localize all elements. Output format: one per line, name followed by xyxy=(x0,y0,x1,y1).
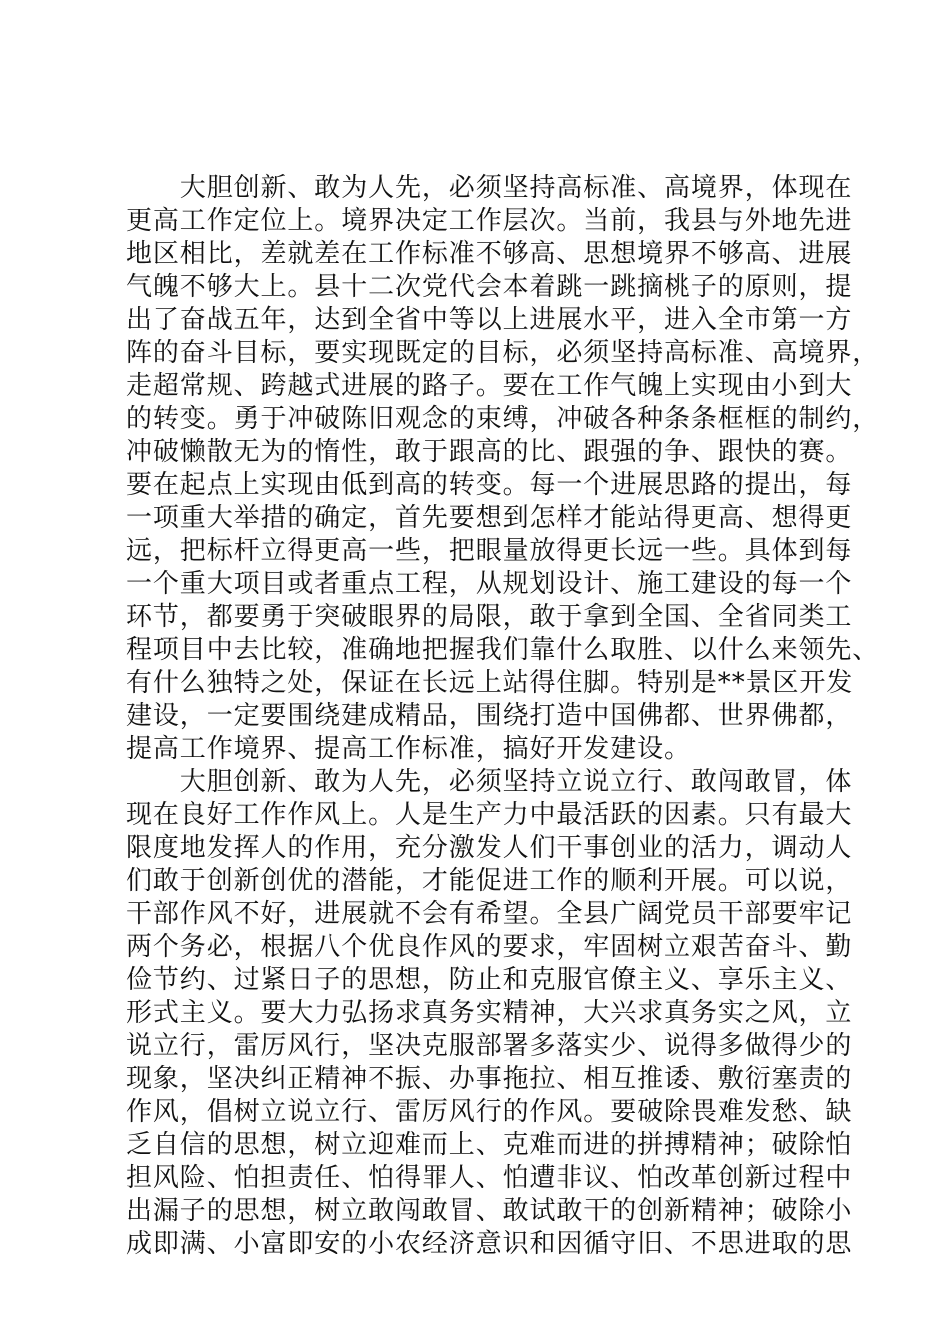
text-line: 现在良好工作作风上。人是生产力中最活跃的因素。只有最大 xyxy=(126,800,853,830)
text-line: 程项目中去比较，准确地把握我们靠什么取胜、以什么来领先、 xyxy=(126,635,880,665)
paragraph xyxy=(126,766,853,1261)
text-line: 要在起点上实现由低到高的转变。每一个进展思路的提出，每 xyxy=(126,470,853,500)
text-line: 远，把标杆立得更高一些，把眼量放得更长远一些。具体到每 xyxy=(126,536,853,566)
paragraph xyxy=(126,172,880,766)
text-line: 乏自信的思想，树立迎难而上、克难而进的拼搏精神；破除怕 xyxy=(126,1130,853,1160)
text-line: 们敢于创新创优的潜能，才能促进工作的顺利开展。可以说， xyxy=(126,866,853,896)
text-line: 提高工作境界、提高工作标准，搞好开发建设。 xyxy=(126,734,691,764)
text-line: 气魄不够大上。县十二次党代会本着跳一跳摘桃子的原则，提 xyxy=(126,272,853,302)
text-line: 成即满、小富即安的小农经济意识和因循守旧、不思进取的思 xyxy=(126,1229,853,1259)
text-line: 作风，倡树立说立行、雷厉风行的作风。要破除畏难发愁、缺 xyxy=(126,1097,853,1127)
text-line: 更高工作定位上。境界决定工作层次。当前，我县与外地先进 xyxy=(126,206,853,236)
text-line: 环节，都要勇于突破眼界的局限，敢于拿到全国、全省同类工 xyxy=(126,602,853,632)
text-line: 现象，坚决纠正精神不振、办事拖拉、相互推诿、敷衍塞责的 xyxy=(126,1064,853,1094)
text-line: 冲破懒散无为的惰性，敢于跟高的比、跟强的争、跟快的赛。 xyxy=(126,437,853,467)
text-line: 两个务必，根据八个优良作风的要求，牢固树立艰苦奋斗、勤 xyxy=(126,932,853,962)
text-line: 大胆创新、敢为人先，必须坚持立说立行、敢闯敢冒，体 xyxy=(126,767,853,797)
text-line: 走超常规、跨越式进展的路子。要在工作气魄上实现由小到大 xyxy=(126,371,853,401)
text-line: 一个重大项目或者重点工程，从规划设计、施工建设的每一个 xyxy=(126,569,853,599)
text-line: 限度地发挥人的作用，充分激发人们干事创业的活力，调动人 xyxy=(126,833,853,863)
text-line: 俭节约、过紧日子的思想，防止和克服官僚主义、享乐主义、 xyxy=(126,965,853,995)
text-line: 形式主义。要大力弘扬求真务实精神，大兴求真务实之风，立 xyxy=(126,998,853,1028)
text-line: 担风险、怕担责任、怕得罪人、怕遭非议、怕改革创新过程中 xyxy=(126,1163,853,1193)
text-line: 阵的奋斗目标，要实现既定的目标，必须坚持高标准、高境界， xyxy=(126,338,880,368)
text-line: 建设，一定要围绕建成精品，围绕打造中国佛都、世界佛都， xyxy=(126,701,853,731)
text-line: 出漏子的思想，树立敢闯敢冒、敢试敢干的创新精神；破除小 xyxy=(126,1196,853,1226)
text-line: 地区相比，差就差在工作标准不够高、思想境界不够高、进展 xyxy=(126,239,853,269)
text-line: 的转变。勇于冲破陈旧观念的束缚，冲破各种条条框框的制约， xyxy=(126,404,880,434)
text-line: 一项重大举措的确定，首先要想到怎样才能站得更高、想得更 xyxy=(126,503,853,533)
document-body xyxy=(126,172,880,1261)
text-line: 干部作风不好，进展就不会有希望。全县广阔党员干部要牢记 xyxy=(126,899,853,929)
text-line: 大胆创新、敢为人先，必须坚持高标准、高境界，体现在 xyxy=(126,173,853,203)
text-line: 有什么独特之处，保证在长远上站得住脚。特别是**景区开发 xyxy=(126,668,854,698)
text-line: 出了奋战五年，达到全省中等以上进展水平，进入全市第一方 xyxy=(126,305,853,335)
text-line: 说立行，雷厉风行，坚决克服部署多落实少、说得多做得少的 xyxy=(126,1031,853,1061)
